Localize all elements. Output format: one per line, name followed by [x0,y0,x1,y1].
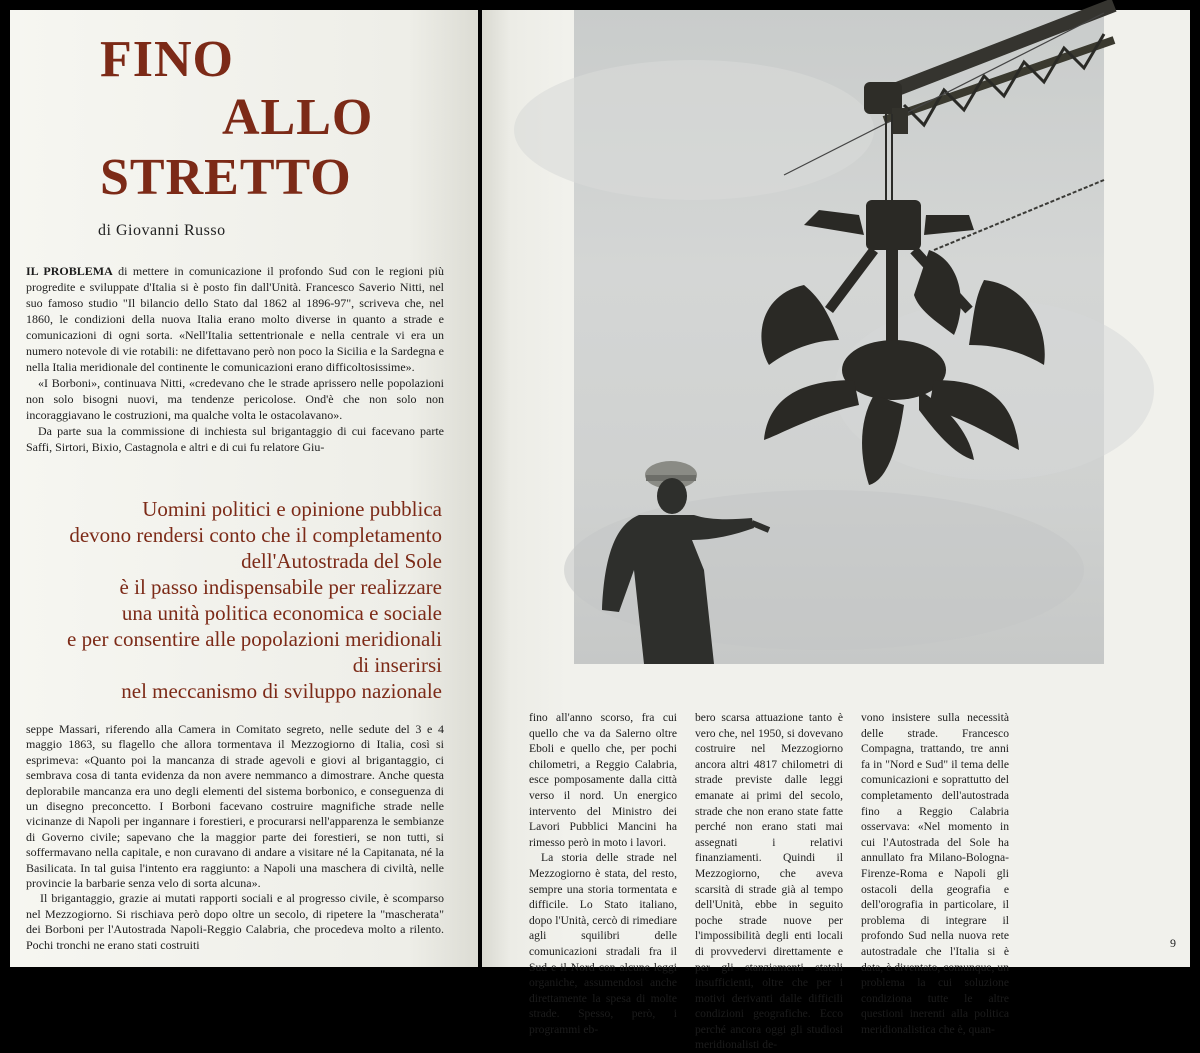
pull-quote [30,496,442,704]
column-1-paragraph-1: fino all'anno scorso, fra cui quello che va da Salerno oltre Eboli e quello che, per pochi chilometri, a Reggio Calabria, esce pomposamente dalla città verso il nord. Un energico intervento del Ministro dei Lavori Pubblici Mancini ha rimesso però in moto i lavori. [529,711,677,849]
right-page [482,10,1190,1052]
pull-quote-line: e per consentire alle popolazioni meridionali [67,627,442,651]
pull-quote-line: nel meccanismo di sviluppo nazionale [121,679,442,703]
intro-paragraph-2: «I Borboni», continuava Nitti, «credevano che le strade aprissero nelle popolazioni non solo bisogni nuovi, ma tendenze pericolose. Ond'è che non solo non incoraggiavano le costruzioni, ma qualche volta le ostacolavano». [26,376,444,422]
pull-quote-line: Uomini politici e opinione pubblica [142,497,442,521]
title-line-3: STRETTO [100,149,352,206]
left-paragraph-1: seppe Massari, riferendo alla Camera in Comitato segreto, nelle sedute del 3 e 4 maggio 1863, su flagello che allora tormentava il Mezzogiorno di Italia, così si esprimeva: «Quanto poi la mancanza di strade agevoli e giovi al brigantaggio, ci sembrava cosa di tanta evidenza da non avere nemmanco a dimostrare. Anche questa deplorabile mancanza era uno degli elementi del sistema borbonico, e conseguenza di un disegno preconcetto. I Borboni facevano costruire magnifiche strade nelle vicinanze di Napoli per ingannare i forestieri, e procurarsi nell'apparenza le sembianze di Governo civile; sapevano che la maggior parte dei forestieri, se non tutti, si soffermavano nella capitale, e non curavano di andare a visitare né la Capitanata, né la Basilicata. In tal guisa l'intento era raggiunto: a Napoli una maschera di civiltà, nelle provincie la barbarie senza velo di sorta alcuna». [26,722,444,891]
pull-quote-line: è il passo indispensabile per realizzare [119,575,442,599]
intro-paragraph-3: Da parte sua la commissione di inchiesta sul brigantaggio di cui facevano parte Saffi, Sirtori, Bixio, Castagnola e altri e di cui fu relatore Giu- [26,424,444,454]
pull-quote-line: devono rendersi conto che il completamento [69,523,442,547]
column-1 [529,710,677,1037]
intro-text [26,263,444,455]
intro-rest: di mettere in comunicazione il profondo Sud con le regioni più progredite e sviluppate d'Italia si è posto fin dall'Unità. Francesco Saverio Nitti, nel suo famoso studio "Il bilancio dello Stato dal 1862 al 1896-97", scriveva che, nel 1860, le condizioni della nuova Italia erano molto diverse in quanto a strade e comunicazioni di ogni sorta. «Nell'Italia settentrionale e nella centrale vi era un numero notevole di vie rotabili: ne difettavano però non poco la Sicilia e la Sardegna e nella Italia meridionale del continente le comunicazioni erano difficoltosissime». [26,264,444,374]
intro-lead: IL PROBLEMA [26,264,113,278]
intro-paragraph-1 [26,263,444,375]
title-line-2: ALLO [222,89,374,146]
crane-grab-photo [574,10,1104,664]
left-lower-text [26,722,444,953]
crane-grab-illustration [574,10,1104,664]
pull-quote-line: dell'Autostrada del Sole [241,549,442,573]
column-2 [695,710,843,1053]
title-line-1: FINO [100,31,234,88]
column-3-paragraph-1: vono insistere sulla necessità delle strade. Francesco Compagna, trattando, tre anni fa in "Nord e Sud" il tema delle comunicazioni e soprattutto del completamento dell'autostrada fino a Reggio Calabria osservava: «Nel momento in cui l'Autostrada del Sole ha annullato fra Milano-Bologna-Firenze-Roma e Napoli gli ostacoli della geografia e dell'orografia in particolare, il problema di integrare il profondo Sud nella nuova rete autostradale che l'Italia si è data, è diventato, comunque, un problema la cui soluzione condiziona tutte le altre questioni inerenti alla politica meridionalistica che è, quan- [861,711,1009,1036]
column-2-paragraph-1: bero scarsa attuazione tanto è vero che, nel 1950, si dovevano costruire nel Mezzogiorno ancora altri 4817 chilometri di strade previste dalle leggi emanate ai primi del secolo, strade che non erano state fatte perché non erano stati mai assegnati i relativi finanziamenti. Quindi il Mezzogiorno, che aveva scarsità di strade già al tempo dell'Unità, ebbe in seguito poche strade nuove per l'impossibilità degli enti locali di provvedervi direttamente e per gli stanziamenti statali insufficienti, oltre che per i motivi derivanti dalle difficili condizioni geografiche. Ecco perché ancora oggi gli studiosi meridionalisti de- [695,711,843,1052]
article-columns [529,710,1169,1052]
left-page [10,10,478,967]
column-3 [861,710,1009,1037]
column-1-paragraph-2: La storia delle strade nel Mezzogiorno è stata, del resto, sempre una storia tormentata e difficile. Lo Stato italiano, dopo l'Unità, cercò di rimediare agli squilibri delle comunicazioni stradali fra il Sud e il Nord con alcune leggi organiche, assumendosi anche direttamente la spesa di molte strade. Spesso, però, i programmi eb- [529,851,677,1036]
pull-quote-line: una unità politica economica e sociale [121,601,442,625]
byline: di Giovanni Russo [98,222,226,239]
page-number: 9 [1170,936,1176,950]
left-paragraph-2: Il brigantaggio, grazie ai mutati rapporti sociali e al progresso civile, è scomparso nel Mezzogiorno. Si rischiava però dopo oltre un secolo, di ripetere la "mascherata" dei Borboni per l'Autostrada Napoli-Reggio Calabria, che procedeva molto a rilento. Pochi tronchi ne erano stati costruiti [26,891,444,952]
pull-quote-line: di inserirsi [352,653,442,677]
